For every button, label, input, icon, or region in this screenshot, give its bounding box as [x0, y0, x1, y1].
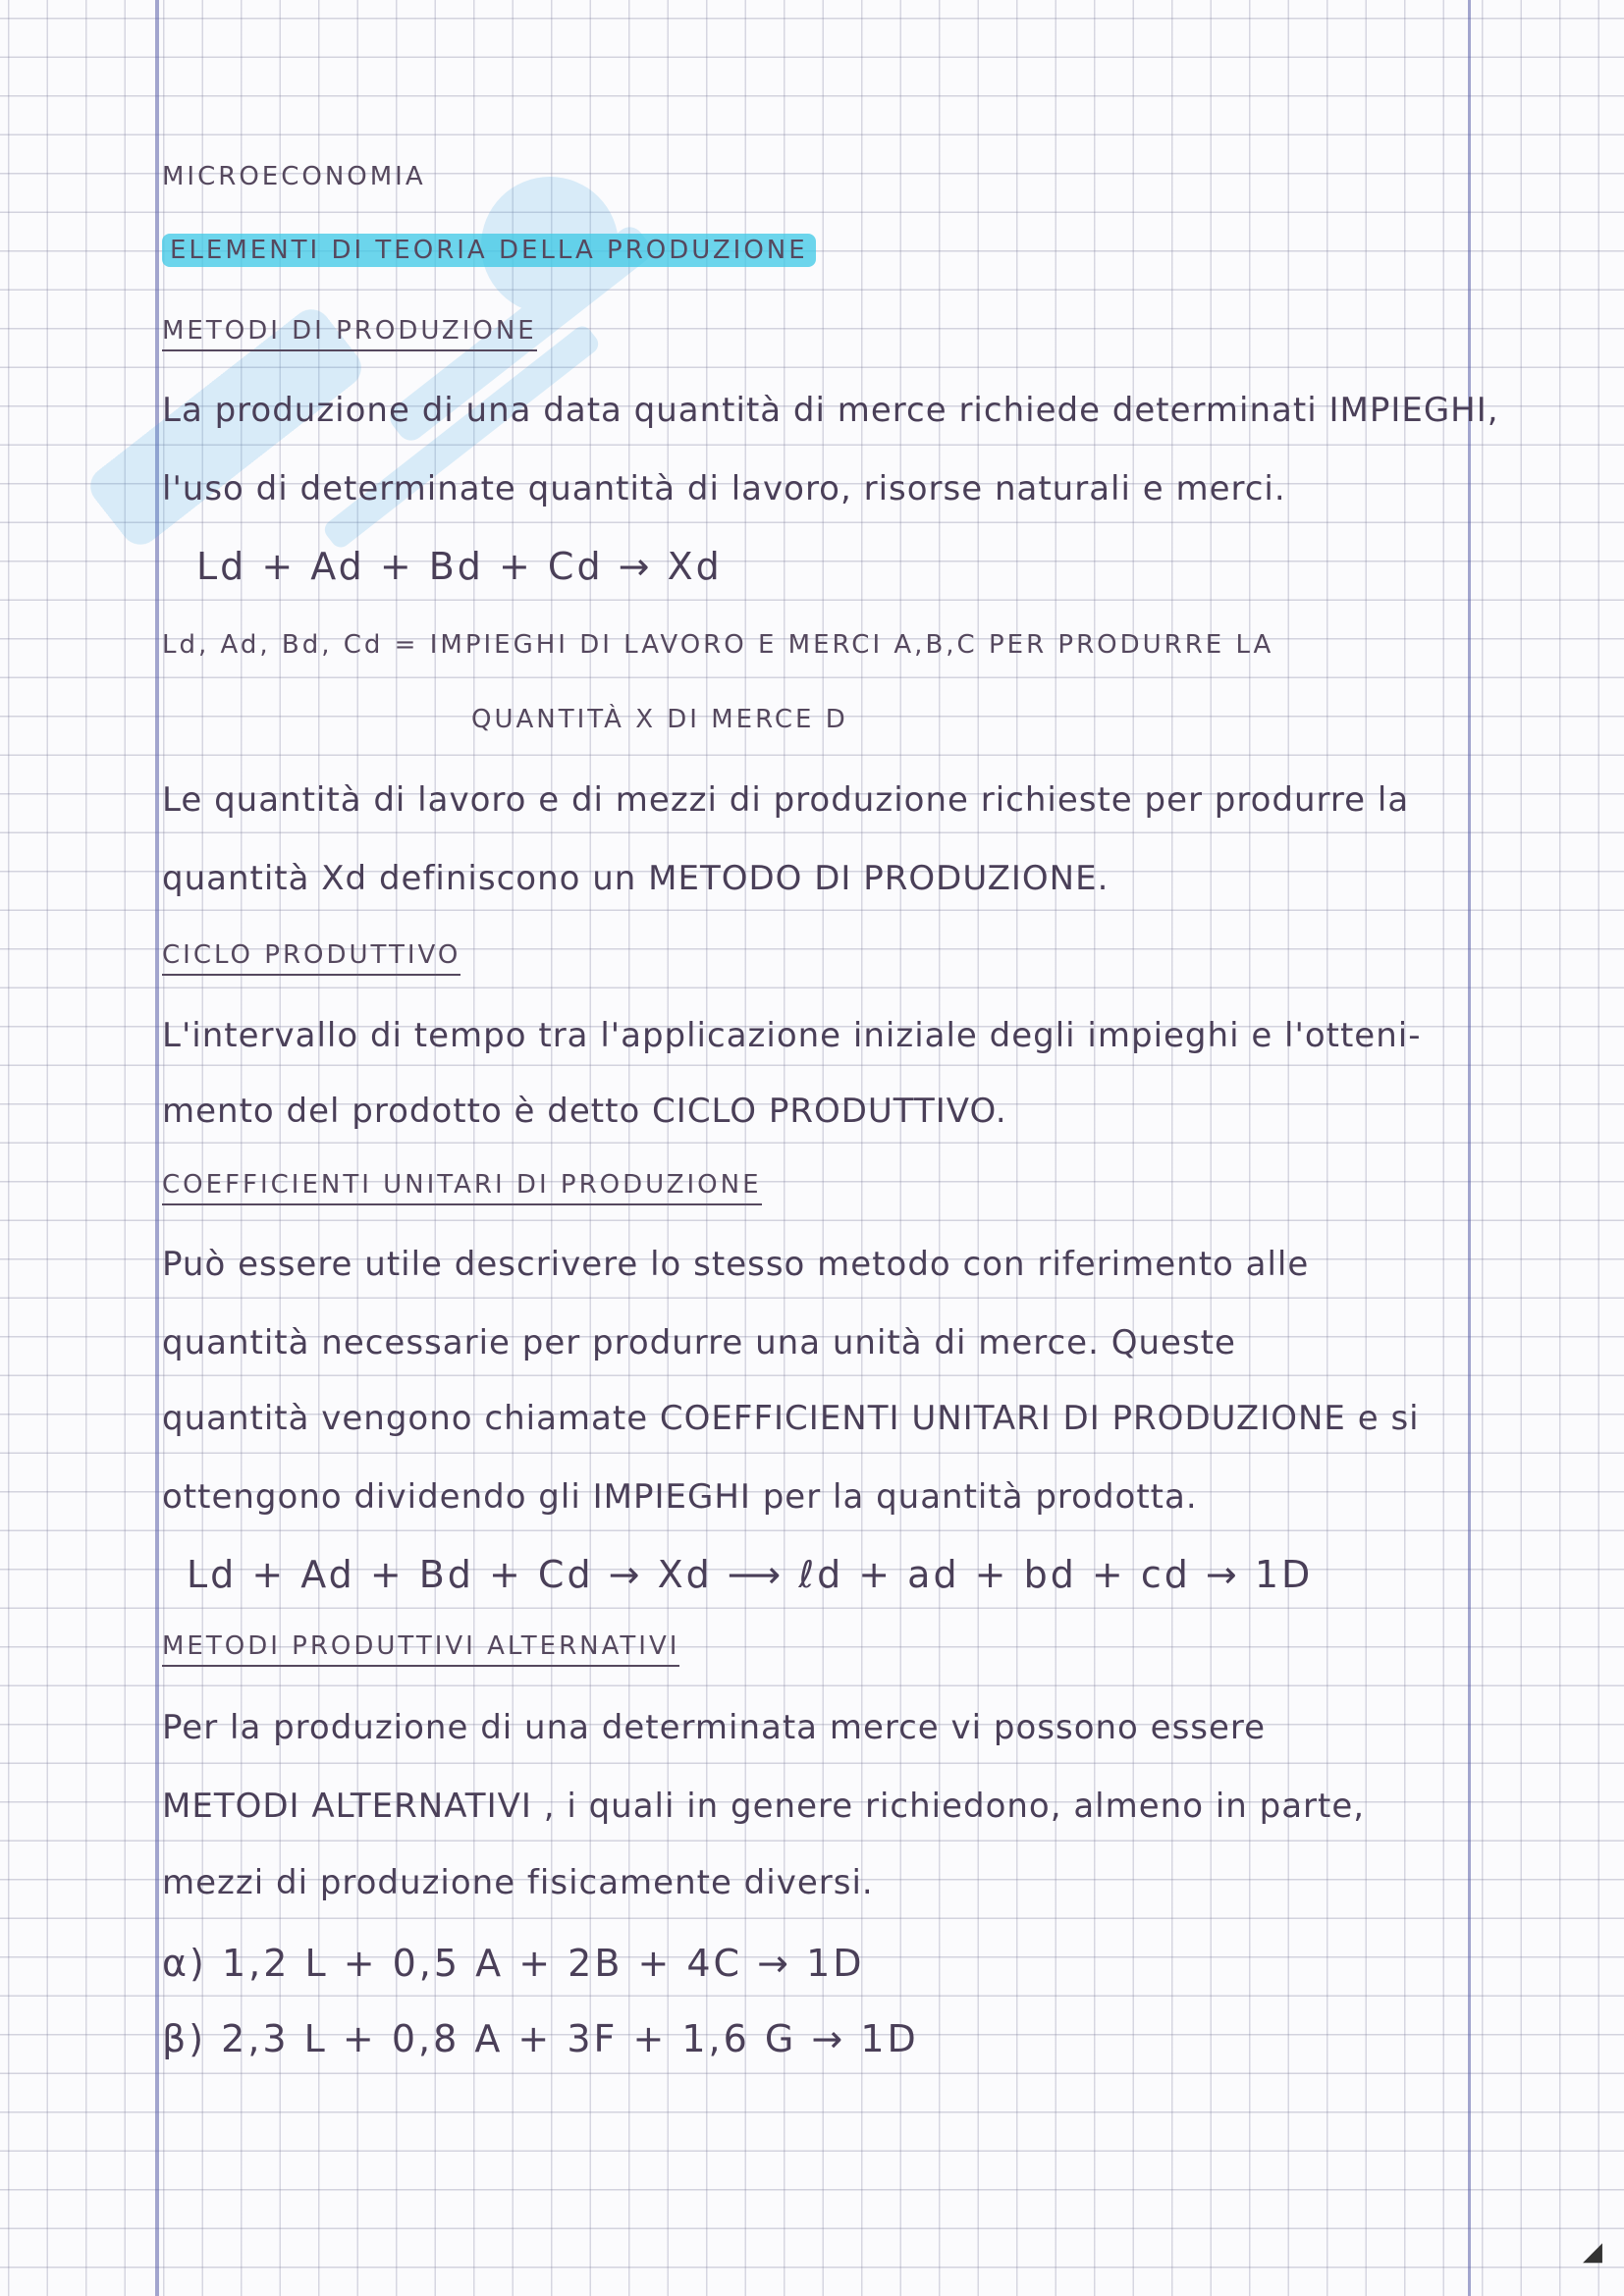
formula-line: β) 2,3 L + 0,8 A + 3F + 1,6 G → 1D: [162, 2017, 919, 2060]
text-line: mento del prodotto è detto CICLO PRODUTTIVO.: [162, 1092, 1007, 1131]
subject-label: MICROECONOMIA: [162, 162, 426, 191]
formula-line: Ld + Ad + Bd + Cd → Xd: [196, 545, 723, 588]
section-heading-text: METODI PRODUTTIVI ALTERNATIVI: [162, 1631, 679, 1667]
text-line: ottengono dividendo gli IMPIEGHI per la quantità prodotta.: [162, 1477, 1198, 1517]
text-line: METODI ALTERNATIVI , i quali in genere richiedono, almeno in parte,: [162, 1787, 1366, 1826]
section-heading-coefficienti: [162, 1170, 762, 1200]
page-corner-mark-icon: ◢: [1583, 2237, 1602, 2267]
text-line: l'uso di determinate quantità di lavoro, risorse naturali e merci.: [162, 469, 1286, 508]
section-heading-text: CICLO PRODUTTIVO: [162, 940, 460, 976]
section-heading-ciclo: [162, 940, 460, 970]
chapter-title: [162, 236, 816, 265]
section-heading-alternativi: [162, 1631, 679, 1661]
text-line: mezzi di produzione fisicamente diversi.: [162, 1863, 874, 1902]
text-line: Per la produzione di una determinata merce vi possono essere: [162, 1708, 1267, 1747]
chapter-title-text: ELEMENTI DI TEORIA DELLA PRODUZIONE: [162, 234, 816, 267]
definition-line: QUANTITÀ X DI MERCE D: [471, 705, 848, 734]
section-heading-text: COEFFICIENTI UNITARI DI PRODUZIONE: [162, 1170, 762, 1205]
text-line: quantità necessarie per produrre una unità di merce. Queste: [162, 1323, 1236, 1362]
definition-line: Ld, Ad, Bd, Cd = IMPIEGHI DI LAVORO E MERCI A,B,C PER PRODURRE LA: [162, 630, 1274, 660]
text-line: La produzione di una data quantità di merce richiede determinati IMPIEGHI,: [162, 391, 1499, 430]
text-line: quantità vengono chiamate COEFFICIENTI UNITARI DI PRODUZIONE e si: [162, 1399, 1420, 1438]
text-line: quantità Xd definiscono un METODO DI PRODUZIONE.: [162, 859, 1110, 898]
formula-line: Ld + Ad + Bd + Cd → Xd ⟶ ℓd + ad + bd + cd → 1D: [187, 1553, 1314, 1596]
text-line: L'intervallo di tempo tra l'applicazione iniziale degli impieghi e l'otteni-: [162, 1016, 1422, 1055]
left-margin-line: [155, 0, 159, 2296]
section-heading-metodi: [162, 316, 537, 346]
text-line: Può essere utile descrivere lo stesso metodo con riferimento alle: [162, 1245, 1310, 1284]
section-heading-text: METODI DI PRODUZIONE: [162, 316, 537, 351]
text-line: Le quantità di lavoro e di mezzi di produzione richieste per produrre la: [162, 780, 1410, 820]
right-margin-line: [1468, 0, 1471, 2296]
formula-line: α) 1,2 L + 0,5 A + 2B + 4C → 1D: [162, 1942, 865, 1985]
